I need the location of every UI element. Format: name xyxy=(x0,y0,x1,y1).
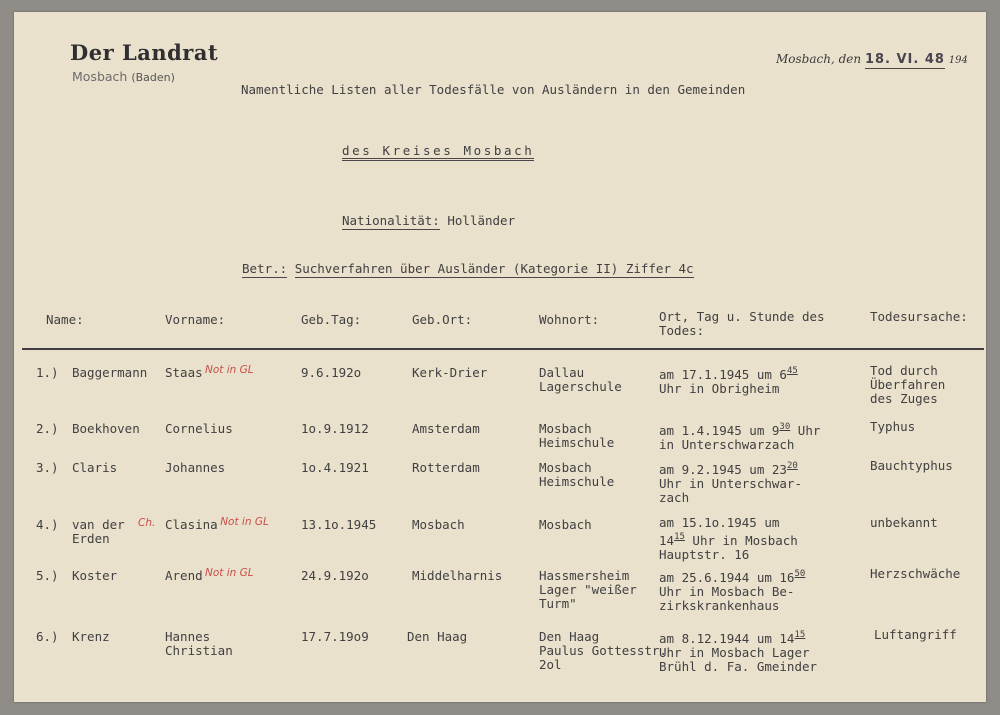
nationality-line xyxy=(342,213,515,228)
vorname-line: Christian xyxy=(165,643,233,658)
name-line: Erden xyxy=(72,531,110,546)
document-page xyxy=(14,12,986,702)
row-vorname xyxy=(165,461,225,475)
wohnort-line: Paulus Gottesstr. xyxy=(539,643,667,658)
row-wohnort xyxy=(539,366,622,394)
subject-line xyxy=(242,261,694,276)
row-todes-ort-tag xyxy=(659,567,805,613)
name-line: Koster xyxy=(72,568,118,583)
office-location xyxy=(72,69,175,84)
row-name xyxy=(72,569,117,583)
todes-line: Uhr in Mosbach Lager xyxy=(659,645,810,660)
todes-line: zirkskrankenhaus xyxy=(659,598,780,613)
wohnort-line: 2ol xyxy=(539,657,562,672)
date-line xyxy=(776,52,968,67)
vorname-line: Clasina xyxy=(165,517,218,532)
wohnort-line: Hassmersheim xyxy=(539,568,630,583)
ursache-line: Typhus xyxy=(870,419,916,434)
vorname-line: Staas xyxy=(165,365,203,380)
nationality-value: Holländer xyxy=(447,213,516,228)
row-wohnort xyxy=(539,461,614,489)
wohnort-line: Den Haag xyxy=(539,629,600,644)
todes-line: $14^{15}$ Uhr in Mosbach xyxy=(659,532,798,548)
time-minutes: 50 xyxy=(794,569,806,579)
row-todes-ort-tag xyxy=(659,364,798,396)
todes-line: in Unterschwarzach xyxy=(659,437,795,452)
time-minutes: 45 xyxy=(786,366,798,376)
row-todesursache xyxy=(874,628,957,642)
row-number: 1.) xyxy=(36,365,59,380)
wohnort-line: Lagerschule xyxy=(539,379,622,394)
row-number: 3.) xyxy=(36,460,59,475)
name-line: Krenz xyxy=(72,629,110,644)
vorname-line: Johannes xyxy=(165,460,226,475)
handwritten-note: Not in GL xyxy=(220,516,269,528)
todes-line: Brühl d. Fa. Gmeinder xyxy=(659,659,818,674)
ursache-line: unbekannt xyxy=(870,515,938,530)
col-header-ort-tag-line1: Ort, Tag u. Stunde des xyxy=(659,309,825,324)
row-geb-ort: Mosbach xyxy=(412,517,465,532)
office-region: (Baden) xyxy=(131,71,175,84)
col-header-ort-tag xyxy=(659,310,825,338)
wohnort-line: Turm" xyxy=(539,596,577,611)
todes-line: am 15.1o.1945 um xyxy=(659,515,780,530)
row-wohnort xyxy=(539,518,592,532)
todes-line: am 25.6.1944 um $16^{50}$ xyxy=(659,569,806,585)
row-geb-tag: 17.7.19o9 xyxy=(301,629,369,644)
date-suffix: 194 xyxy=(948,55,968,66)
name-line: Baggermann xyxy=(72,365,148,380)
handwritten-note: Ch. xyxy=(138,517,156,529)
todes-line: am 9.2.1945 um $23^{20}$ xyxy=(659,461,798,477)
row-geb-tag: 1o.4.1921 xyxy=(301,460,369,475)
row-geb-ort: Amsterdam xyxy=(412,421,480,436)
row-geb-ort: Den Haag xyxy=(407,629,468,644)
header-rule xyxy=(22,348,984,350)
row-todesursache xyxy=(870,364,945,406)
ursache-line: Tod durch xyxy=(870,363,938,378)
row-vorname xyxy=(165,630,233,658)
row-todes-ort-tag xyxy=(659,628,817,674)
ursache-line: Luftangriff xyxy=(874,627,957,642)
col-header-ort-tag-line2: Todes: xyxy=(659,323,705,338)
row-name xyxy=(72,422,140,436)
row-number: 5.) xyxy=(36,568,59,583)
time-minutes: 15 xyxy=(674,532,685,542)
row-todesursache xyxy=(870,420,915,434)
row-todesursache xyxy=(870,567,960,581)
row-name xyxy=(72,461,117,475)
office-place: Mosbach xyxy=(72,69,128,84)
todes-line: zach xyxy=(659,490,690,505)
nationality-label: Nationalität: xyxy=(342,213,440,228)
subject-value: Suchverfahren über Ausländer (Kategorie II) Ziffer 4c xyxy=(294,261,694,276)
col-header-wohnort: Wohnort: xyxy=(539,312,600,327)
vorname-line: Cornelius xyxy=(165,421,233,436)
row-name xyxy=(72,518,125,546)
ursache-line: Herzschwäche xyxy=(870,566,961,581)
row-geb-tag: 1o.9.1912 xyxy=(301,421,369,436)
row-vorname xyxy=(165,422,233,436)
row-number: 4.) xyxy=(36,517,59,532)
col-header-vorname: Vorname: xyxy=(165,312,226,327)
row-todes-ort-tag xyxy=(659,459,802,505)
row-vorname xyxy=(165,518,218,532)
todes-line: Uhr in Obrigheim xyxy=(659,381,780,396)
col-header-name: Name: xyxy=(46,312,84,327)
wohnort-line: Heimschule xyxy=(539,474,615,489)
todes-line: am 1.4.1945 um $9^{30}$ Uhr xyxy=(659,422,821,438)
wohnort-line: Mosbach xyxy=(539,517,592,532)
vorname-line: Hannes xyxy=(165,629,211,644)
row-wohnort xyxy=(539,569,637,611)
row-geb-tag: 9.6.192o xyxy=(301,365,362,380)
row-todesursache xyxy=(870,459,953,473)
name-line: Claris xyxy=(72,460,118,475)
row-vorname xyxy=(165,569,203,583)
wohnort-line: Heimschule xyxy=(539,435,615,450)
col-header-geb-tag: Geb.Tag: xyxy=(301,312,362,327)
todes-line: Uhr in Unterschwar- xyxy=(659,476,802,491)
time-minutes: 20 xyxy=(786,461,798,471)
row-geb-ort: Rotterdam xyxy=(412,460,480,475)
row-name xyxy=(72,630,110,644)
todes-line: Hauptstr. 16 xyxy=(659,547,750,562)
office-stamp: Der Landrat xyxy=(70,40,219,65)
date-prefix: Mosbach, den xyxy=(776,52,862,66)
time-minutes: 15 xyxy=(794,630,806,640)
time-minutes: 30 xyxy=(779,422,791,432)
row-name xyxy=(72,366,147,380)
row-todes-ort-tag xyxy=(659,420,820,452)
wohnort-line: Mosbach xyxy=(539,460,592,475)
wohnort-line: Mosbach xyxy=(539,421,592,436)
todes-line: Uhr in Mosbach Be- xyxy=(659,584,795,599)
title-line-2: des Kreises Mosbach xyxy=(342,143,534,161)
todes-line: am 17.1.1945 um $6^{45}$ xyxy=(659,366,798,382)
row-geb-tag: 24.9.192o xyxy=(301,568,369,583)
ursache-line: Überfahren xyxy=(870,377,946,392)
wohnort-line: Lager "weißer xyxy=(539,582,637,597)
wohnort-line: Dallau xyxy=(539,365,585,380)
row-number: 2.) xyxy=(36,421,59,436)
row-geb-ort: Middelharnis xyxy=(412,568,503,583)
name-line: Boekhoven xyxy=(72,421,140,436)
name-line: van der xyxy=(72,517,125,532)
handwritten-note: Not in GL xyxy=(205,364,254,376)
subject-label: Betr.: xyxy=(242,261,288,276)
ursache-line: Bauchtyphus xyxy=(870,458,953,473)
todes-line: am 8.12.1944 um $14^{15}$ xyxy=(659,630,806,646)
row-geb-tag: 13.1o.1945 xyxy=(301,517,377,532)
row-vorname xyxy=(165,366,203,380)
handwritten-note: Not in GL xyxy=(205,567,254,579)
date-stamp: 18. VI. 48 xyxy=(864,52,945,67)
vorname-line: Arend xyxy=(165,568,203,583)
col-header-geb-ort: Geb.Ort: xyxy=(412,312,473,327)
row-wohnort xyxy=(539,630,667,672)
row-number: 6.) xyxy=(36,629,59,644)
title-line-1: Namentliche Listen aller Todesfälle von Ausländern in den Gemeinden xyxy=(241,82,746,97)
col-header-ursache: Todesursache: xyxy=(870,309,968,324)
row-todesursache xyxy=(870,516,938,530)
row-wohnort xyxy=(539,422,614,450)
ursache-line: des Zuges xyxy=(870,391,938,406)
row-geb-ort: Kerk-Drier xyxy=(412,365,488,380)
row-todes-ort-tag xyxy=(659,516,798,562)
